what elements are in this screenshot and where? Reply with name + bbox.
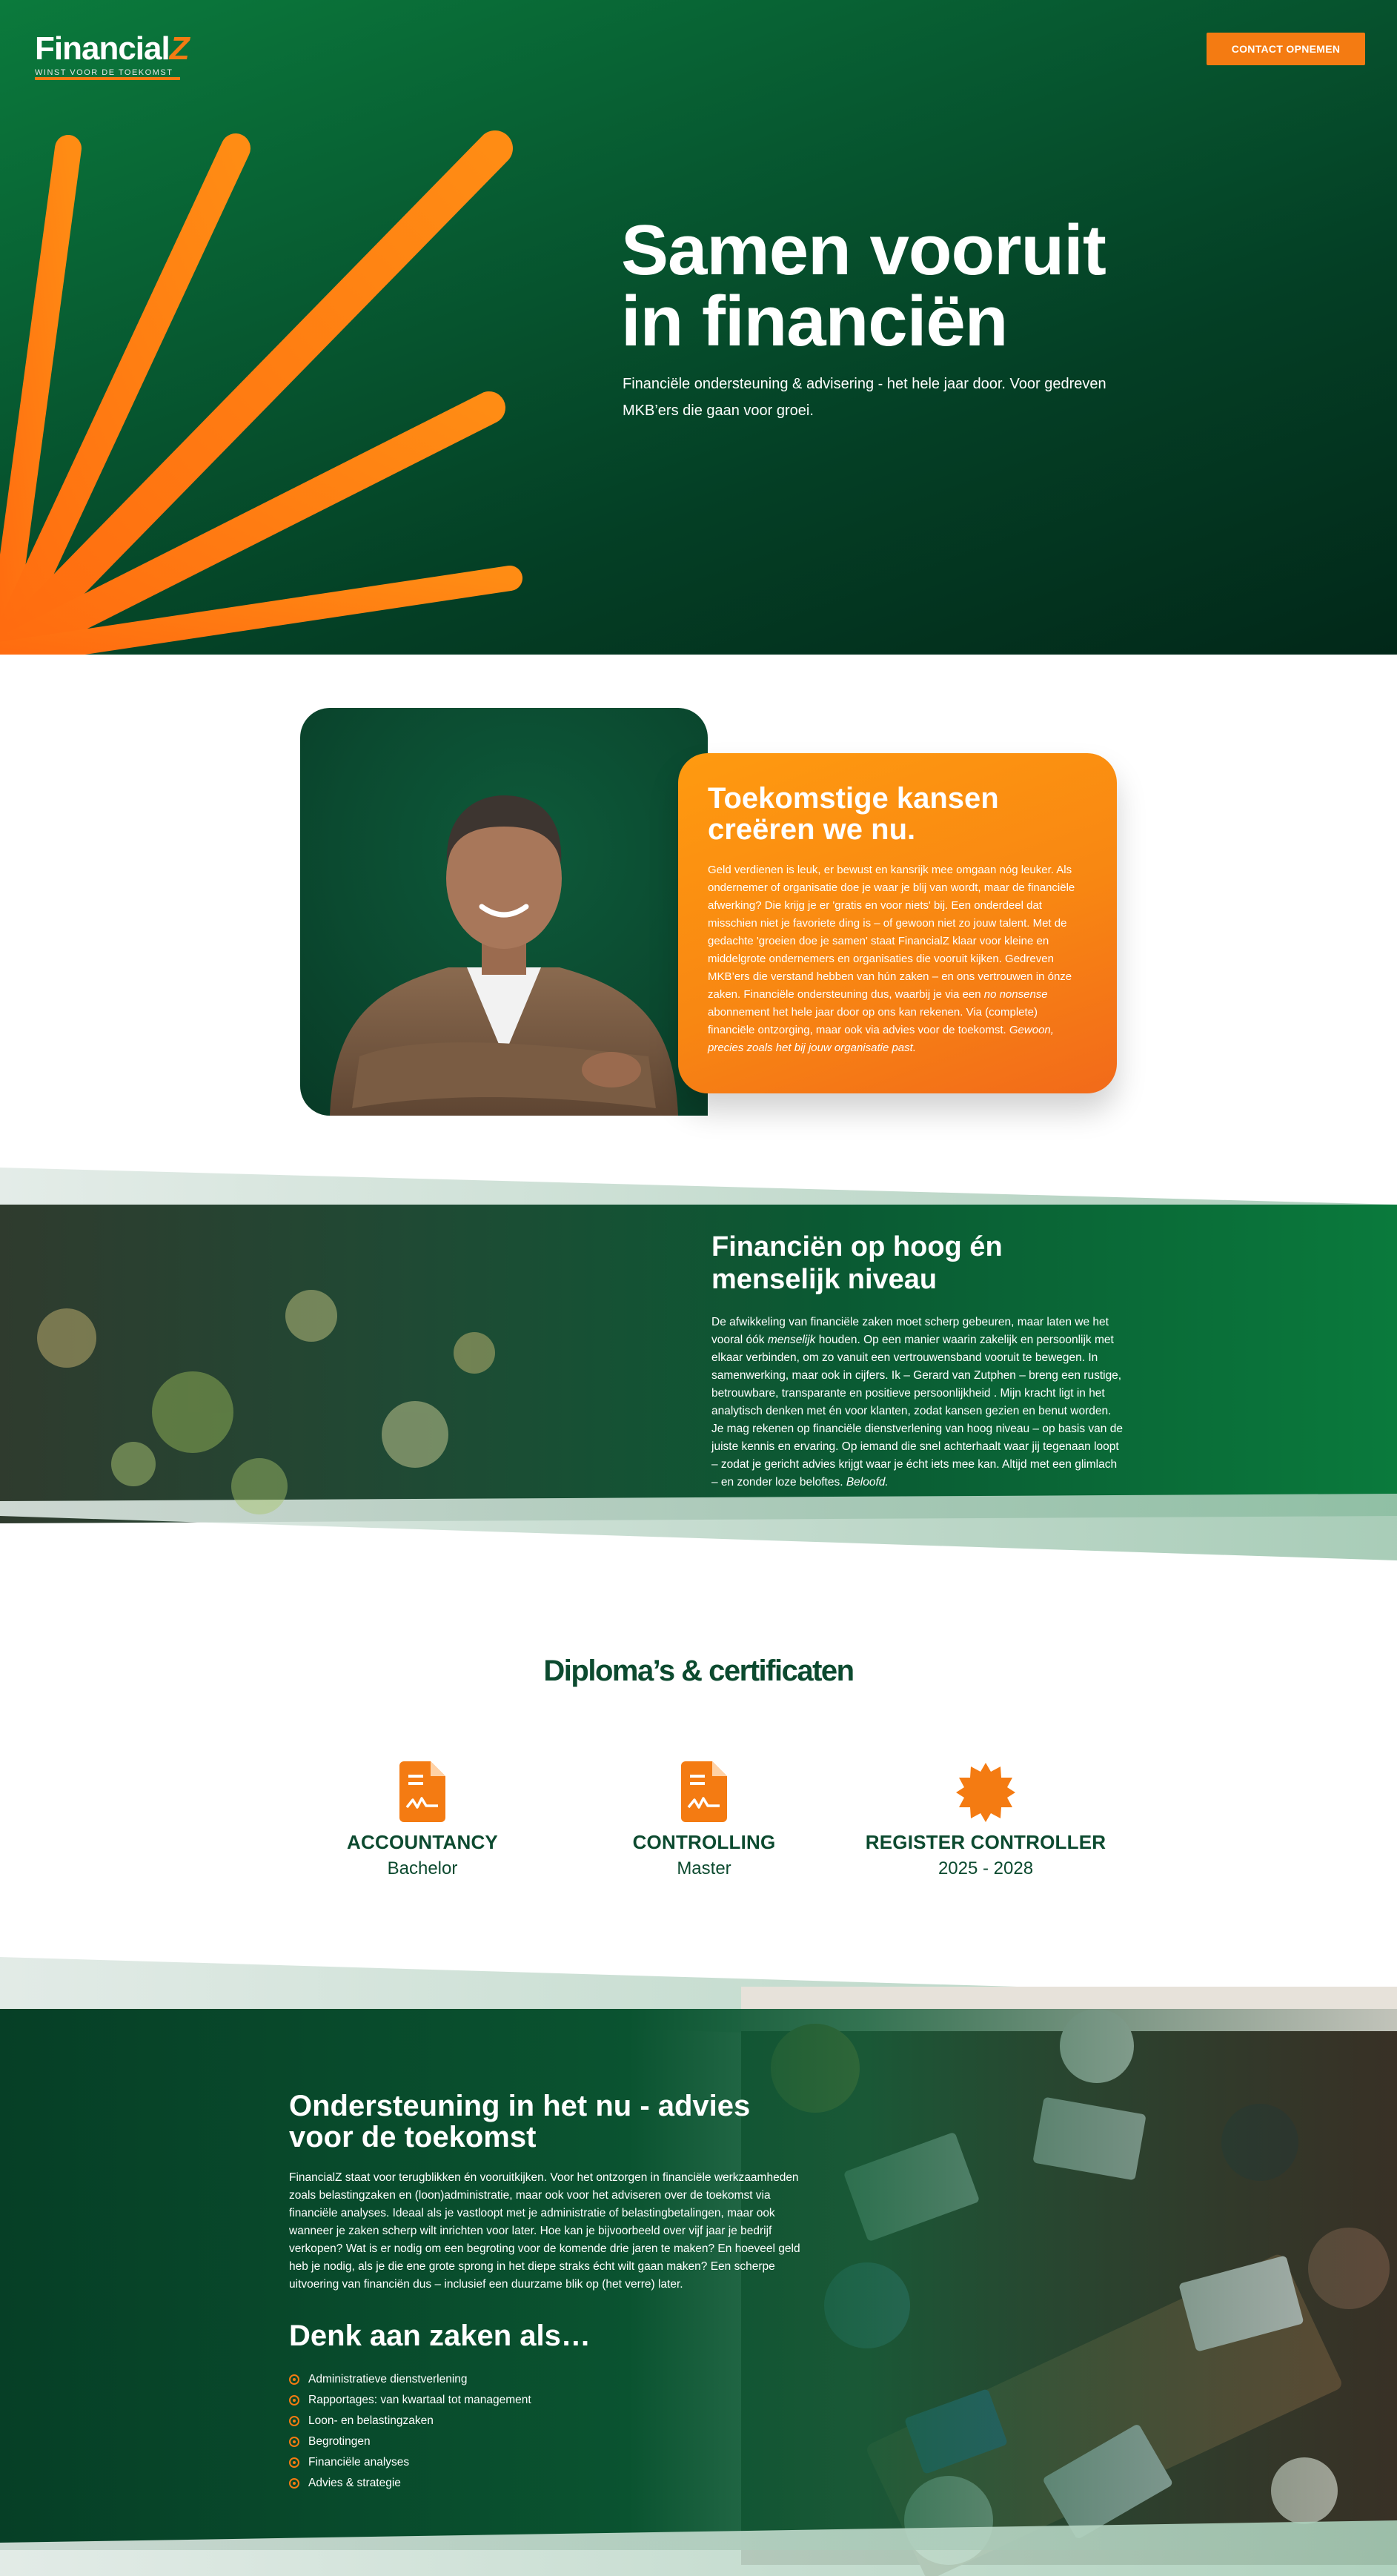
bullet-icon [289, 2457, 299, 2468]
list-item: Administratieve dienstverlening [289, 2369, 823, 2390]
human-finance-content [711, 1231, 1123, 1491]
section3-title: Ondersteuning in het nu - advies voor de toekomst [289, 2090, 751, 2153]
human-finance-section [0, 1168, 1397, 1560]
certificate-name: ACCOUNTANCY [347, 1831, 498, 1853]
section3-body: FinancialZ staat voor terugblikken én vooruitkijken. Voor het ontzorgen in financiële werkzaamheden zoals belastingzaken en (loon)administratie, maar ook voor het adviseren over de toekomst via financiële analyses. Ideaal als je vastloopt met je administratie of belastingbetalingen, maar ook wanneer je zaken scherp wilt inrichten voor later. Hoe kan je bijvoorbeeld over vijf jaar je bedrijf verkopen? Wat is er nodig om een begroting voor de komende drie jaren te maken? En hoeveel geld heb je nodig, als je die ene grote sprong in het diepe straks écht wilt gaan maken? Een scherpe uitvoering van financiën dus – inclusief een duurzame blik op (het verre) later. [289, 2171, 800, 2291]
certificate-name: REGISTER CONTROLLER [865, 1831, 1106, 1853]
services-list [289, 2369, 823, 2494]
intro-body: Geld verdienen is leuk, er bewust en kansrijk mee omgaan nóg leuker. Als ondernemer of organisatie doe je waar je blij van wordt, maar de financiële afwerking? Die krijg je er 'gratis en voor niets' bij. Een onderdeel dat misschien niet je favoriete ding is – of gewoon niet zo jouw talent. Met de gedachte 'groeien doe je samen' staat FinancialZ klaar voor kleine en middelgrote ondernemers en organisaties die vooruit kijken. Gedreven MKB’ers die verstand hebben van hún zaken – en ons vertrouwen in ónze zaken. Financiële ondersteuning dus, waarbij je via een no nonsense abonnement het hele jaar door op ons kan rekenen. Via (complete) financiële ontzorging, maar ook via advies voor de toekomst. Gewoon, precies zoals het bij jouw organisatie past. [708, 864, 1075, 1054]
certificate-accountancy [274, 1755, 571, 1879]
bullet-icon [289, 2374, 299, 2385]
document-icon [681, 1761, 727, 1822]
contact-button[interactable]: CONTACT OPNEMEN [1207, 33, 1365, 65]
list-item: Financiële analyses [289, 2452, 823, 2473]
logo-tagline: WINST VOOR DE TOEKOMST [35, 68, 180, 80]
intro-card [678, 753, 1117, 1093]
certificate-level: Bachelor [387, 1858, 458, 1878]
services-content [289, 2090, 823, 2494]
bullet-icon [289, 2395, 299, 2406]
logo[interactable]: FinancialZ WINST VOOR DE TOEKOMST [35, 33, 189, 80]
certificates-title: Diploma’s & certificaten [543, 1655, 854, 1687]
section2-body: De afwikkeling van financiële zaken moet scherp gebeuren, maar laten we het vooral óók menselijk houden. Op een manier waarin zakelijk en persoonlijk met elkaar verbinden, om zo vanuit een vertrouwensband vooruit te bewegen. In samenwerking, maar ook in cijfers. Ik – Gerard van Zutphen – breng een rustige, betrouwbare, transparante en positieve persoonlijkheid . Mijn kracht ligt in het analytisch denken met én voor klanten, zodat kansen gezien en benut worden. Je mag rekenen op financiële dienstverlening van hoog niveau – op basis van de juiste kennis en ervaring. Op iemand die snel achterhaalt waar jij tegenaan loopt – zodat je gericht advies krijgt waar je écht iets mee kan. Altijd met een glimlach – en zonder loze beloftes. Beloofd. [711, 1316, 1123, 1489]
badge-icon [956, 1763, 1015, 1822]
certificate-level: Master [677, 1858, 731, 1878]
services-list-title: Denk aan zaken als… [289, 2320, 591, 2352]
list-item: Begrotingen [289, 2431, 823, 2452]
certificate-name: CONTROLLING [632, 1831, 776, 1853]
list-item: Rapportages: van kwartaal tot management [289, 2390, 823, 2411]
list-item: Advies & strategie [289, 2473, 823, 2494]
hero-subtitle: Financiële ondersteuning & advisering - het hele jaar door. Voor gedreven MKB’ers die gaan voor groei. [623, 376, 1106, 419]
section2-title: Financiën op hoog én menselijk niveau [711, 1231, 1003, 1295]
portrait-photo [300, 708, 708, 1116]
hero-title: Samen vooruit in financiën [621, 211, 1106, 361]
intro-title: Toekomstige kansen creëren we nu. [708, 782, 999, 846]
bullet-icon [289, 2437, 299, 2447]
document-icon [399, 1761, 445, 1822]
bullet-icon [289, 2478, 299, 2489]
bullet-icon [289, 2416, 299, 2426]
certificate-controlling [556, 1755, 852, 1879]
list-item: Loon- en belastingzaken [289, 2411, 823, 2431]
certificate-level: 2025 - 2028 [938, 1858, 1034, 1878]
certificate-register-controller [837, 1755, 1134, 1879]
